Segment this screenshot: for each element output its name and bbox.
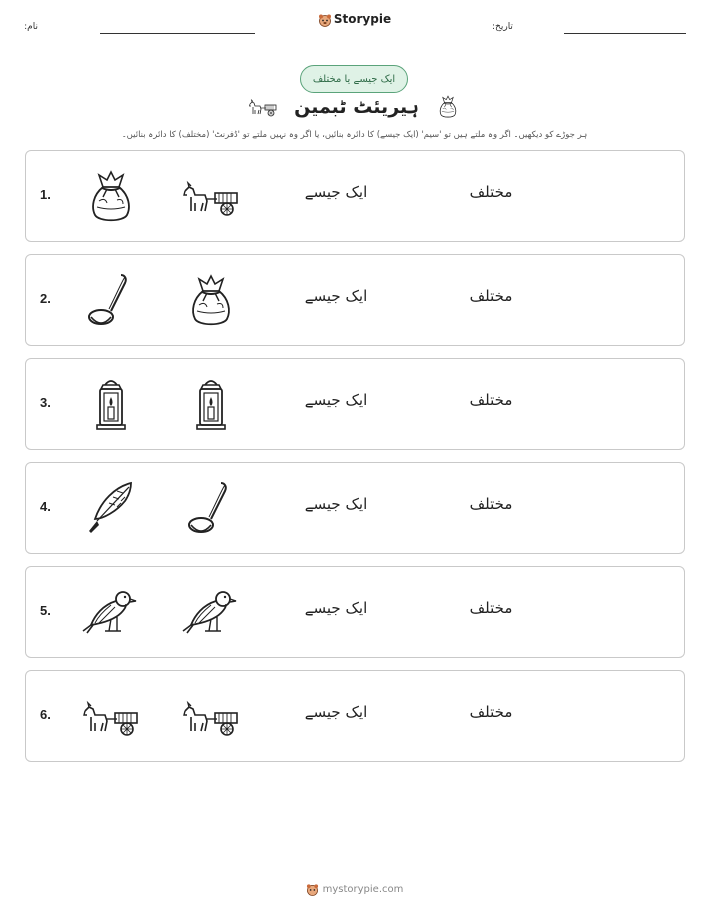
- instructions: ہر جوڑے کو دیکھیں۔ اگر وہ ملتے ہیں تو 'سیم' (ایک جیسے) کا دائرہ بنائیں، یا اگر وہ نہیں ملتے تو 'ڈفرنٹ' (مختلف) کا دائرہ بنائیں۔: [121, 130, 588, 140]
- different-option[interactable]: مختلف: [469, 495, 513, 513]
- exercise-row-5: [25, 566, 685, 658]
- storypie-mascot-icon: [318, 13, 332, 27]
- money-bag-icon: [81, 167, 141, 227]
- row-number: 3.: [40, 395, 51, 410]
- row-number: 5.: [40, 603, 51, 618]
- date-label: تاریخ:: [492, 22, 513, 32]
- brand-name: Storypie: [333, 12, 392, 26]
- storypie-mascot-icon: [306, 883, 319, 896]
- footer: [0, 879, 709, 899]
- exercise-row-2: [25, 254, 685, 346]
- row-number: 6.: [40, 707, 51, 722]
- same-option[interactable]: ایک جیسے: [304, 391, 368, 409]
- different-option[interactable]: مختلف: [469, 703, 513, 721]
- date-line[interactable]: [564, 33, 686, 34]
- same-option[interactable]: ایک جیسے: [304, 703, 368, 721]
- different-option[interactable]: مختلف: [469, 183, 513, 201]
- ladle-icon: [81, 271, 141, 331]
- name-line[interactable]: [100, 33, 255, 34]
- title-row: [0, 92, 709, 122]
- feather-quill-icon: [81, 479, 141, 539]
- same-option[interactable]: ایک جیسے: [304, 599, 368, 617]
- worksheet-title: ہیریئٹ ٹبمین: [294, 96, 419, 118]
- same-option[interactable]: ایک جیسے: [304, 183, 368, 201]
- name-label: نام:: [24, 22, 38, 32]
- money-bag-icon: [181, 271, 241, 331]
- worksheet-type-badge: ایک جیسے یا مختلف: [300, 65, 408, 93]
- money-bag-icon: [435, 94, 461, 120]
- bird-icon: [81, 583, 141, 643]
- row-number: 2.: [40, 291, 51, 306]
- exercise-row-3: [25, 358, 685, 450]
- exercise-row-1: [25, 150, 685, 242]
- different-option[interactable]: مختلف: [469, 391, 513, 409]
- same-option[interactable]: ایک جیسے: [304, 495, 368, 513]
- horse-cart-icon: [81, 687, 141, 747]
- horse-cart-icon: [181, 167, 241, 227]
- lantern-icon: [181, 375, 241, 435]
- bird-icon: [181, 583, 241, 643]
- brand-logo: [0, 12, 709, 27]
- exercise-row-4: [25, 462, 685, 554]
- row-number: 4.: [40, 499, 51, 514]
- lantern-icon: [81, 375, 141, 435]
- different-option[interactable]: مختلف: [469, 287, 513, 305]
- footer-site-link[interactable]: mystorypie.com: [322, 883, 404, 895]
- horse-cart-icon: [248, 92, 278, 122]
- same-option[interactable]: ایک جیسے: [304, 287, 368, 305]
- ladle-icon: [181, 479, 241, 539]
- different-option[interactable]: مختلف: [469, 599, 513, 617]
- exercise-row-6: [25, 670, 685, 762]
- horse-cart-icon: [181, 687, 241, 747]
- worksheet-header: [0, 0, 709, 50]
- row-number: 1.: [40, 187, 51, 202]
